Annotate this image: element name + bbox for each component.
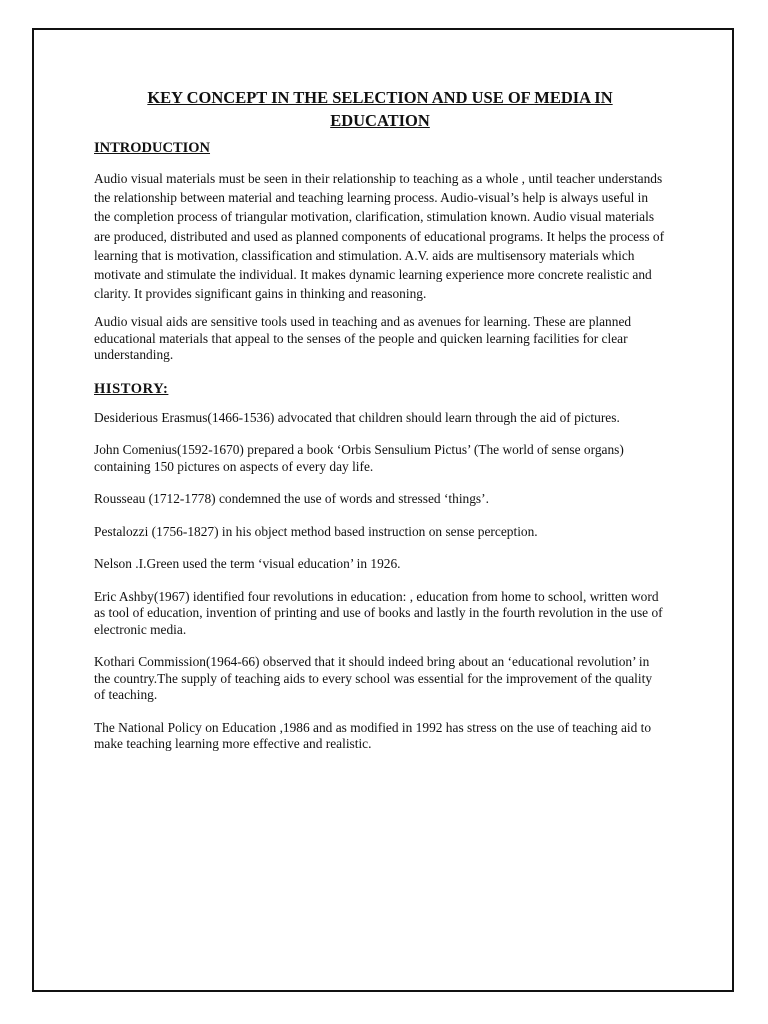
history-paragraph-kothari: Kothari Commission(1964-66) observed that it should indeed bring about an ‘educational revolution’ in the country.The supply of teaching aids to every school was essential for the improvement of the quality of teaching.: [94, 654, 653, 703]
introduction-heading: INTRODUCTION: [94, 140, 211, 156]
history-heading: HISTORY:: [94, 380, 169, 397]
history-paragraph-ashby: Eric Ashby(1967) identified four revolutions in education: , education from home to school, written word as tool of education, invention of printing and use of books and lastly in the fourth revolution in the use of electronic media.: [94, 588, 663, 637]
document-title: [64, 86, 696, 132]
document-body: [94, 86, 666, 769]
document-title-line-2: EDUCATION: [330, 111, 430, 130]
history-paragraph-green: Nelson .I.Green used the term ‘visual education’ in 1926.: [94, 556, 401, 572]
history-paragraph-comenius: John Comenius(1592-1670) prepared a book ‘Orbis Sensulium Pictus’ (The world of sense organs) containing 150 pictures on aspects of every day life.: [94, 442, 624, 474]
history-paragraph-erasmus: Desiderious Erasmus(1466-1536) advocated that children should learn through the aid of pictures.: [94, 409, 620, 425]
introduction-paragraph-1: Audio visual materials must be seen in their relationship to teaching as a whole , until teacher understands the relationship between material and teaching learning process. Audio-visual’s help is always useful in the completion process of triangular motivation, clarification, stimulation known. Audio visual materials are produced, distributed and used as planned components of educational programs. It helps the process of learning that is motivation, classification and stimulation. A.V. aids are multisensory materials which motivate and stimulate the individual. It makes dynamic learning experience more concrete realistic and clarity. It provides significant gains in thinking and reasoning.: [94, 171, 665, 302]
history-paragraph-rousseau: Rousseau (1712-1778) condemned the use of words and stressed ‘things’.: [94, 491, 489, 507]
document-title-line-1: KEY CONCEPT IN THE SELECTION AND USE OF MEDIA IN: [147, 88, 613, 107]
history-paragraph-national-policy: The National Policy on Education ,1986 and as modified in 1992 has stress on the use of teaching aid to make teaching learning more effective and realistic.: [94, 719, 652, 752]
history-paragraph-pestalozzi: Pestalozzi (1756-1827) in his object method based instruction on sense perception.: [94, 523, 538, 539]
introduction-paragraph-2: Audio visual aids are sensitive tools used in teaching and as avenues for learning. These are planned educational materials that appeal to the senses of the people and quicken learning facilities for clear understanding.: [94, 314, 632, 363]
